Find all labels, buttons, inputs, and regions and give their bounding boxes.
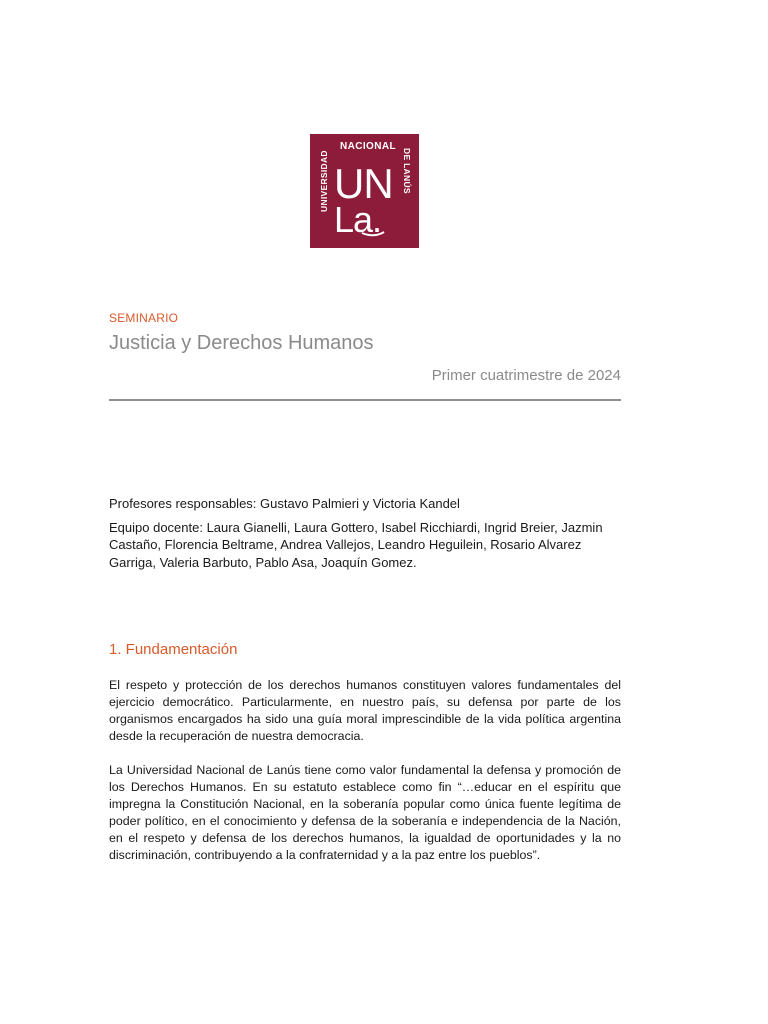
header-divider	[109, 399, 621, 401]
professors-responsible: Profesores responsables: Gustavo Palmieri y Victoria Kandel	[109, 496, 460, 511]
university-logo	[310, 134, 419, 248]
logo-line-la: La.	[334, 199, 382, 240]
staff-block	[109, 495, 621, 577]
unla-seal-graphic	[310, 134, 419, 248]
logo-line-un: UN	[334, 160, 393, 207]
document-period: Primer cuatrimestre de 2024	[431, 367, 621, 384]
logo-arc-left: UNIVERSIDAD	[319, 150, 329, 212]
logo-arc-top: NACIONAL	[340, 141, 396, 152]
paragraph: El respeto y protección de los derechos humanos constituyen valores fundamentales del ejercicio democrático. Particularmente, en nuestro país, su defensa por parte de los organismos encargados ha sido una guía moral imprescindible de la vida política argentina desde la recuperación de nuestra democracia.	[109, 678, 621, 743]
document-kicker: SEMINARIO	[109, 311, 179, 325]
teaching-team: Equipo docente: Laura Gianelli, Laura Gottero, Isabel Ricchiardi, Ingrid Breier, Jazmin Castaño, Florencia Beltrame, Andrea Vallejos, Leandro Heguilein, Rosario Alvarez Garriga, Valeria Barbuto, Pablo Asa, Joaquín Gomez.	[109, 519, 603, 570]
logo-arc-right: DE LANÚS	[402, 148, 412, 194]
document-title: Justicia y Derechos Humanos	[109, 332, 374, 354]
paragraph: La Universidad Nacional de Lanús tiene como valor fundamental la defensa y promoción de los Derechos Humanos. En su estatuto establece como fin “…educar en el espíritu que impregna la Constitución Nacional, en la soberanía popular como única fuente legítima de poder político, en el conocimiento y defensa de la soberanía e independencia de la Nación, en el respeto y defensa de los derechos humanos, la igualdad de oportunidades y la no discriminación, contribuyendo a la confraternidad y a la paz entre los pueblos”.	[109, 763, 621, 862]
section-body	[109, 677, 621, 881]
section-heading: 1. Fundamentación	[109, 641, 238, 658]
